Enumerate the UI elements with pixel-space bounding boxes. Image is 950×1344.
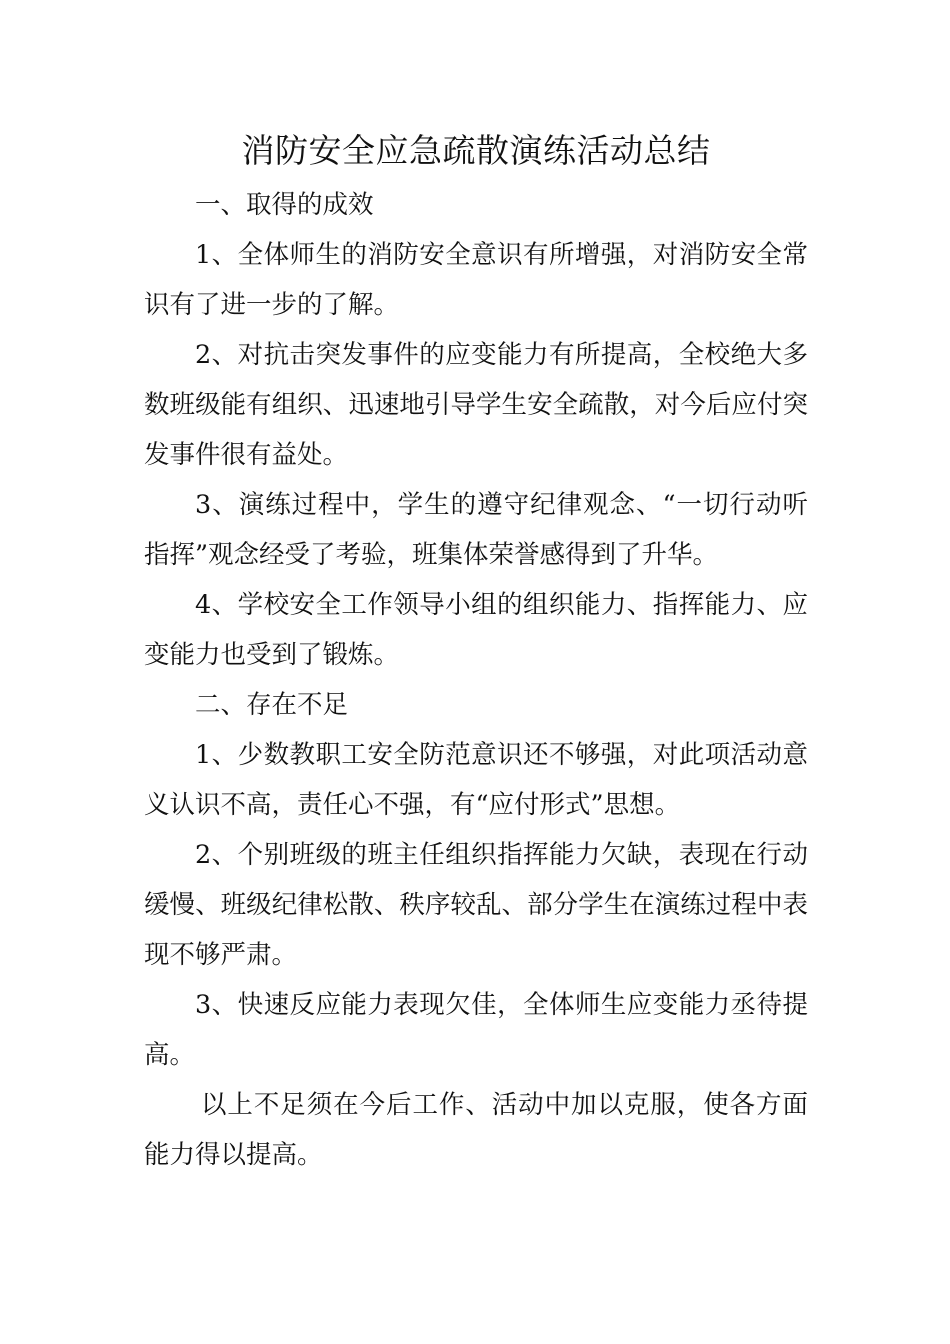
- document-page: [144, 128, 808, 1180]
- section-heading-achievements: 一、取得的成效: [195, 190, 374, 220]
- achievement-item-3: 3、演练过程中，学生的遵守纪律观念、“一切行动听指挥”观念经受了考验，班集体荣誉感得到了升华。: [144, 490, 808, 570]
- closing-paragraph: 以上不足须在今后工作、活动中加以克服，使各方面能力得以提高。: [144, 1090, 808, 1170]
- achievement-item-1: 1、全体师生的消防安全意识有所增强，对消防安全常识有了进一步的了解。: [144, 240, 808, 320]
- achievement-item-2: 2、对抗击突发事件的应变能力有所提高，全校绝大多数班级能有组织、迅速地引导学生安全疏散，对今后应付突发事件很有益处。: [144, 340, 808, 470]
- achievement-item-4: 4、学校安全工作领导小组的组织能力、指挥能力、应变能力也受到了锻炼。: [144, 590, 808, 670]
- section-heading-shortcomings: 二、存在不足: [195, 690, 349, 720]
- shortcoming-item-2: 2、个别班级的班主任组织指挥能力欠缺，表现在行动缓慢、班级纪律松散、秩序较乱、部分学生在演练过程中表现不够严肃。: [144, 840, 808, 970]
- shortcoming-item-1: 1、少数教职工安全防范意识还不够强，对此项活动意义认识不高，责任心不强，有“应付形式”思想。: [144, 740, 808, 820]
- shortcoming-item-3: 3、快速反应能力表现欠佳，全体师生应变能力丞待提高。: [144, 990, 808, 1070]
- document-title: 消防安全应急疏散演练活动总结: [241, 131, 711, 170]
